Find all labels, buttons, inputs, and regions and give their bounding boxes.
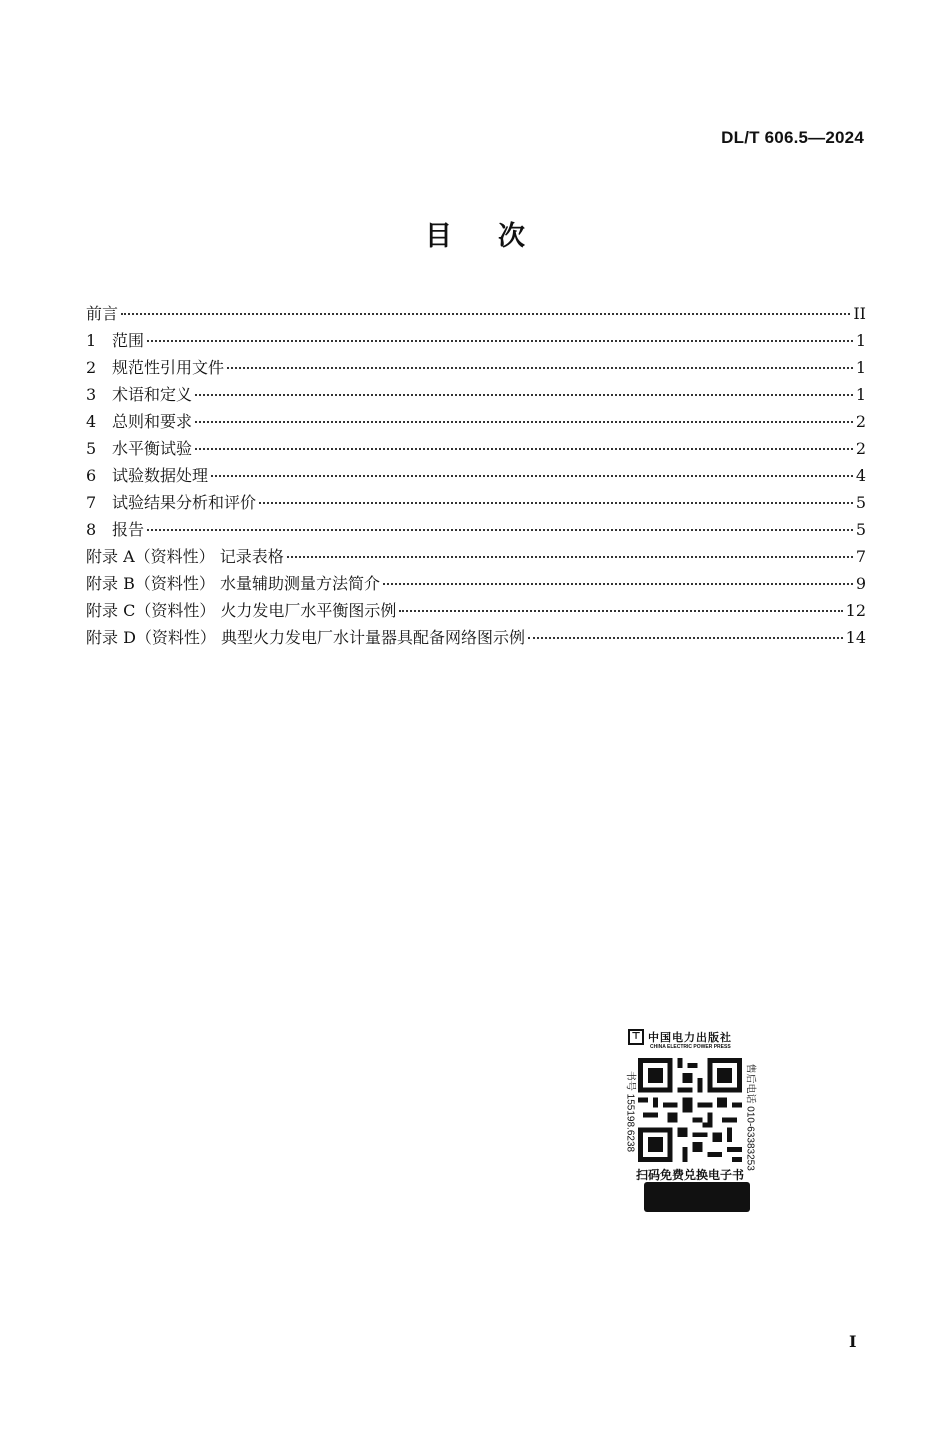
toc-title-char-2: 次 [498, 221, 525, 252]
publisher-name-cn: 中国电力出版社 [648, 1031, 732, 1044]
toc-entry-page: 1 [855, 331, 866, 350]
toc-entry[interactable] [86, 408, 866, 435]
toc-entry-number: 1 [86, 331, 97, 350]
toc-leader-dots [383, 582, 853, 585]
toc-entry-page: 14 [845, 628, 866, 647]
publisher-name-en: CHINA ELECTRIC POWER PRESS [650, 1044, 731, 1050]
table-of-contents [86, 300, 866, 651]
qr-code-icon[interactable] [638, 1058, 742, 1162]
toc-entry-label: 试验结果分析和评价 [112, 493, 257, 512]
toc-leader-dots [147, 339, 853, 342]
toc-title [0, 214, 950, 253]
toc-entry-number: 4 [86, 412, 97, 431]
toc-entry-number: 2 [86, 358, 97, 377]
toc-entry-label: 典型火力发电厂水计量器具配备网络图示例 [221, 628, 526, 647]
publisher-qr-stamp [624, 1024, 756, 1214]
toc-appendix-tag: 附录 C（资料性） [86, 601, 221, 620]
toc-entry[interactable] [86, 462, 866, 489]
scan-instruction: 扫码免费兑换电子书 [635, 1168, 744, 1182]
toc-entry[interactable] [86, 327, 866, 354]
toc-entry-page: 7 [855, 547, 866, 566]
toc-entry-page: 5 [855, 520, 866, 539]
toc-entry-page: 1 [855, 385, 866, 404]
toc-entry-label: 水平衡试验 [112, 439, 193, 458]
toc-entry-label: 规范性引用文件 [112, 358, 225, 377]
toc-leader-dots [195, 420, 853, 423]
toc-entry-page: 2 [855, 412, 866, 431]
toc-leader-dots [399, 609, 842, 612]
page-number: I [849, 1332, 857, 1351]
toc-entry-label: 前言 [86, 304, 119, 323]
book-number: 书号 155198.6238 [624, 1070, 636, 1153]
toc-entry-page: 4 [855, 466, 866, 485]
toc-leader-dots [195, 393, 853, 396]
toc-entry-label: 范围 [112, 331, 145, 350]
toc-entry-label: 记录表格 [219, 547, 284, 566]
toc-title-char-1: 目 [425, 221, 452, 252]
toc-leader-dots [195, 447, 853, 450]
toc-leader-dots [121, 312, 850, 315]
toc-appendix-tag: 附录 B（资料性） [86, 574, 220, 593]
toc-entry-number: 3 [86, 385, 97, 404]
toc-entry-label: 报告 [112, 520, 145, 539]
toc-leader-dots [211, 474, 853, 477]
toc-entry[interactable] [86, 597, 866, 624]
toc-entry-page: 9 [855, 574, 866, 593]
toc-entry-label: 术语和定义 [112, 385, 193, 404]
toc-leader-dots [147, 528, 853, 531]
toc-entry-number: 6 [86, 466, 97, 485]
toc-leader-dots [287, 555, 853, 558]
standard-code: DL/T 606.5—2024 [721, 128, 864, 147]
publisher-logo-icon: ⊤ [628, 1029, 644, 1045]
toc-entry-number: 7 [86, 493, 97, 512]
toc-entry[interactable] [86, 624, 866, 651]
toc-entry[interactable] [86, 543, 866, 570]
toc-entry-page: 1 [855, 358, 866, 377]
toc-entry-page: 5 [855, 493, 866, 512]
toc-entry[interactable] [86, 300, 866, 327]
toc-leader-dots [259, 501, 853, 504]
toc-entry-number: 5 [86, 439, 97, 458]
toc-entry-label: 水量辅助测量方法简介 [219, 574, 380, 593]
toc-entry-label: 总则和要求 [112, 412, 193, 431]
toc-entry-number: 8 [86, 520, 97, 539]
toc-entry[interactable] [86, 381, 866, 408]
toc-entry[interactable] [86, 354, 866, 381]
toc-entry[interactable] [86, 570, 866, 597]
toc-entry[interactable] [86, 516, 866, 543]
toc-entry-page: II [853, 304, 866, 323]
toc-entry-label: 试验数据处理 [112, 466, 209, 485]
toc-entry-page: 2 [855, 439, 866, 458]
toc-leader-dots [227, 366, 853, 369]
toc-leader-dots [528, 636, 843, 639]
service-phone: 售后电话 010-63383253 [744, 1063, 756, 1171]
toc-appendix-tag: 附录 A（资料性） [86, 547, 220, 566]
toc-entry-page: 12 [845, 601, 866, 620]
toc-entry[interactable] [86, 489, 866, 516]
toc-entry-label: 火力发电厂水平衡图示例 [220, 601, 397, 620]
redacted-code-block [644, 1182, 750, 1212]
toc-entry[interactable] [86, 435, 866, 462]
toc-appendix-tag: 附录 D（资料性） [86, 628, 222, 647]
